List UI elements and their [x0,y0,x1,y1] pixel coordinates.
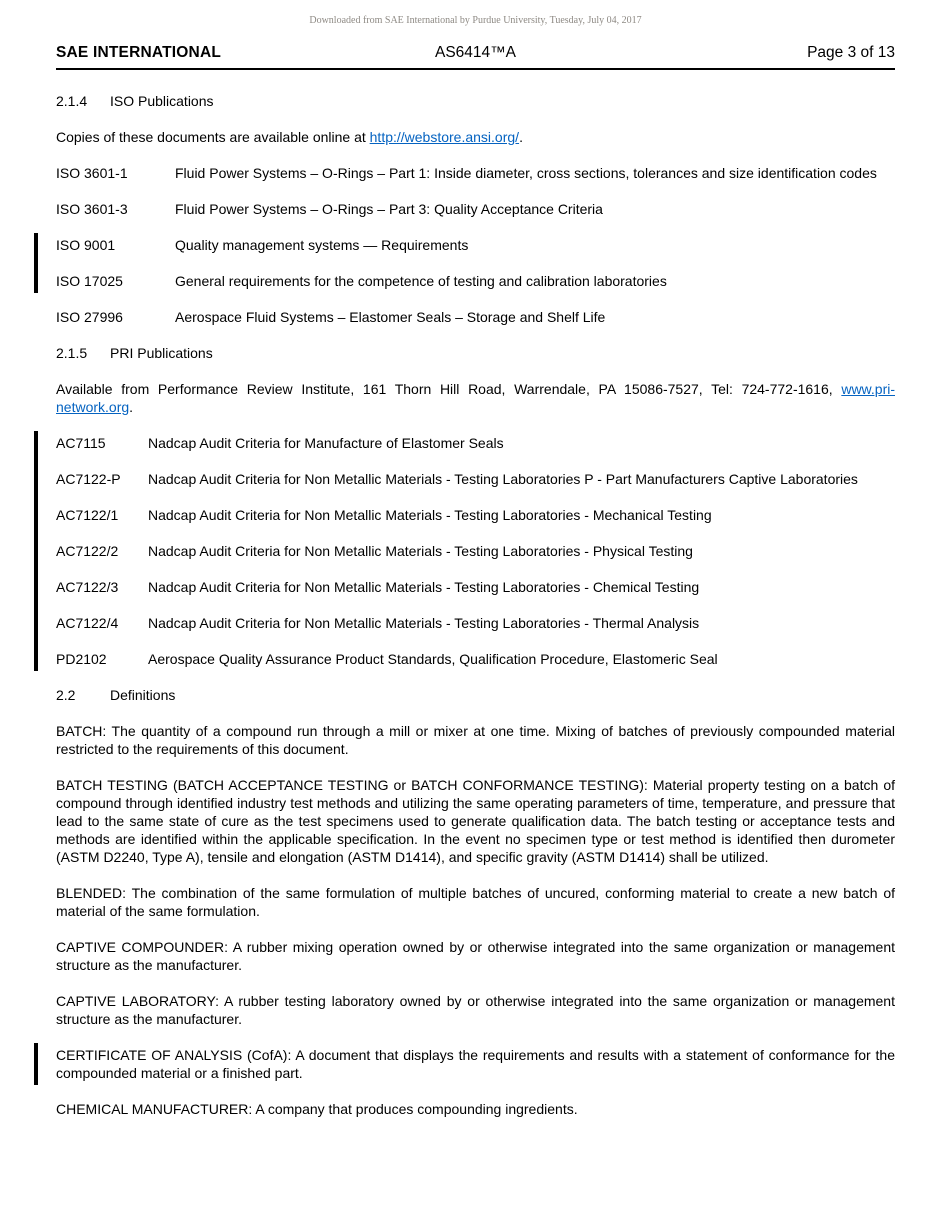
definition-paragraph: CHEMICAL MANUFACTURER: A company that produces compounding ingredients. [56,1101,578,1117]
section-heading-pri-publications [56,344,895,362]
section-title: ISO Publications [110,93,214,109]
reference-term: ISO 17025 [56,273,123,289]
revision-change-bar [34,431,38,671]
reference-term: PD2102 [56,651,107,667]
revision-marked-group [56,1046,895,1082]
document-body [56,70,895,1118]
reference-term: AC7115 [56,435,106,451]
revision-change-bar [34,1043,38,1085]
definition-paragraph: CERTIFICATE OF ANALYSIS (CofA): A document that displays the requirements and results with a statement of conformance for the compounded material or a finished part. [56,1047,895,1081]
iso-availability-paragraph [56,128,895,146]
section-number: 2.1.4 [56,93,88,109]
reference-description: Fluid Power Systems – O-Rings – Part 3: Quality Acceptance Criteria [175,201,603,217]
reference-term: AC7122/4 [56,615,119,631]
reference-item [56,308,895,326]
paragraph-text: . [519,129,523,145]
reference-item [56,650,895,668]
pri-network-link[interactable]: www.pri-network.org [56,381,895,415]
definition-paragraph: BLENDED: The combination of the same formulation of multiple batches of uncured, conforming material to create a new batch of material of the same formulation. [56,885,895,919]
reference-term: AC7122/1 [56,507,119,523]
reference-item [56,470,895,488]
page-header [56,43,895,70]
header-publisher: SAE INTERNATIONAL [56,44,221,61]
section-number: 2.2 [56,687,76,703]
reference-item [56,614,895,632]
reference-description: Nadcap Audit Criteria for Non Metallic Materials - Testing Laboratories - Physical Testing [148,543,693,559]
reference-description: Fluid Power Systems – O-Rings – Part 1: Inside diameter, cross sections, tolerances and size identification codes [175,165,877,181]
reference-term: ISO 27996 [56,309,123,325]
reference-item [56,506,895,524]
reference-term: ISO 3601-3 [56,201,128,217]
reference-item [56,434,895,452]
reference-item [56,272,895,290]
header-document-number: AS6414™A [435,44,516,61]
ansi-webstore-link[interactable]: http://webstore.ansi.org/ [369,129,520,145]
section-heading-iso-publications [56,92,895,110]
revision-marked-group [56,236,895,290]
download-watermark: Downloaded from SAE International by Purdue University, Tuesday, July 04, 2017 [309,15,642,26]
reference-description: Nadcap Audit Criteria for Manufacture of Elastomer Seals [148,435,504,451]
paragraph-text: . [129,399,134,415]
reference-description: Nadcap Audit Criteria for Non Metallic Materials - Testing Laboratories P - Part Manufacturers Captive Laboratories [148,471,858,487]
section-title: PRI Publications [110,345,213,361]
revision-marked-group [56,434,895,668]
reference-term: ISO 3601-1 [56,165,128,181]
section-number: 2.1.5 [56,345,88,361]
reference-description: General requirements for the competence of testing and calibration laboratories [175,273,667,289]
reference-description: Aerospace Quality Assurance Product Standards, Qualification Procedure, Elastomeric Seal [148,651,718,667]
reference-term: AC7122-P [56,471,121,487]
reference-item [56,164,895,182]
section-heading-definitions [56,686,895,704]
definition-paragraph: CAPTIVE LABORATORY: A rubber testing laboratory owned by or otherwise integrated into the same organization or management structure as the manufacturer. [56,993,895,1027]
reference-description: Nadcap Audit Criteria for Non Metallic Materials - Testing Laboratories - Mechanical Testing [148,507,712,523]
header-page-indicator: Page 3 of 13 [807,44,896,61]
pri-availability-paragraph [56,380,895,416]
revision-change-bar [34,233,38,293]
section-title: Definitions [110,687,176,703]
paragraph-text: Copies of these documents are available online at [56,129,370,145]
reference-term: ISO 9001 [56,237,116,253]
definition-paragraph: BATCH: The quantity of a compound run through a mill or mixer at one time. Mixing of batches of previously compounded material restricted to the requirements of this document. [56,723,895,757]
reference-term: AC7122/2 [56,543,119,559]
reference-item [56,578,895,596]
reference-item [56,200,895,218]
reference-description: Aerospace Fluid Systems – Elastomer Seals – Storage and Shelf Life [175,309,606,325]
definition-paragraph: CAPTIVE COMPOUNDER: A rubber mixing operation owned by or otherwise integrated into the same organization or management structure as the manufacturer. [56,939,895,973]
reference-description: Nadcap Audit Criteria for Non Metallic Materials - Testing Laboratories - Thermal Analysis [148,615,700,631]
reference-description: Nadcap Audit Criteria for Non Metallic Materials - Testing Laboratories - Chemical Testing [148,579,700,595]
reference-description: Quality management systems — Requirements [175,237,469,253]
reference-item [56,542,895,560]
reference-item [56,236,895,254]
paragraph-text: Available from Performance Review Institute, 161 Thorn Hill Road, Warrendale, PA 15086-7527, Tel: 724-772-1616, [56,381,842,397]
definition-paragraph: BATCH TESTING (BATCH ACCEPTANCE TESTING or BATCH CONFORMANCE TESTING): Material property testing on a batch of compound through identified industry test methods and utilizing the same operating parameters of time, temperature, and pressure that lead to the same state of cure as the test specimens used to generate qualification data. The batch testing or acceptance tests and methods are identified within the applicable specification. In the event no specimen type or test method is identified then durometer (ASTM D2240, Type A), tensile and elongation (ASTM D1414), and specific gravity (ASTM D1414) shall be utilized. [56,777,895,865]
reference-term: AC7122/3 [56,579,119,595]
